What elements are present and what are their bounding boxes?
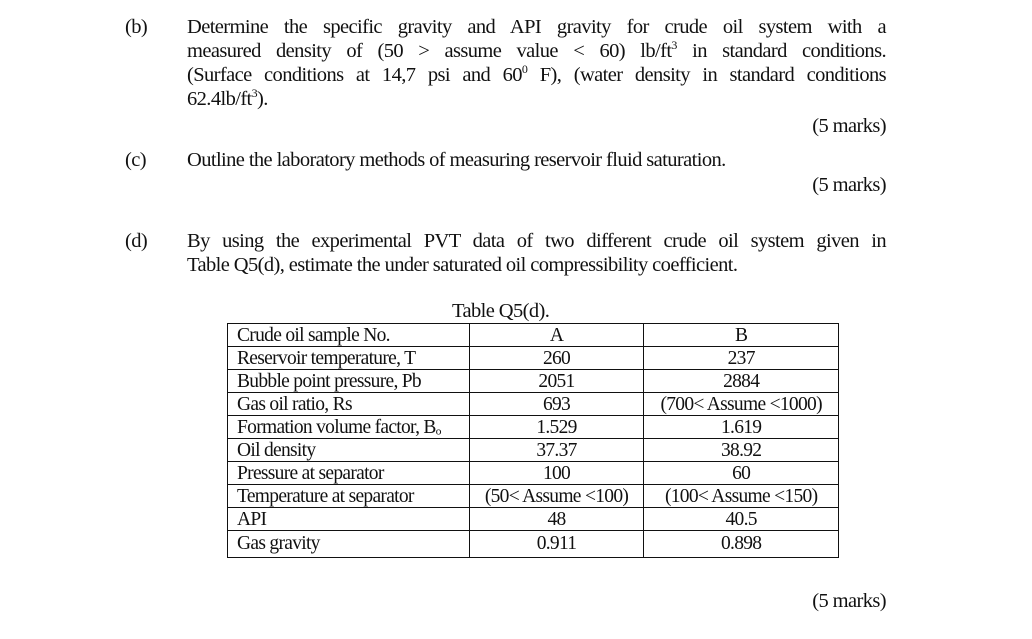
part-b-question [187,15,886,111]
sample-a-cell: 260 [469,347,644,370]
sample-b-cell: B [644,324,839,347]
table-row [228,393,839,416]
sample-b-cell: 38.92 [644,439,839,462]
table-row [228,324,839,347]
table-row [228,531,839,558]
sample-b-cell: (100< Assume <150) [644,485,839,508]
row-label-cell: API [228,508,470,531]
table-row [228,508,839,531]
table-caption: Table Q5(d). [452,300,550,322]
part-b-line-4: $62.4lb/ft^3$). [187,86,268,110]
row-label-cell: Gas oil ratio, Rs [228,393,470,416]
sample-b-cell: (700< Assume <1000) [644,393,839,416]
part-d-line-1: By using the experimental PVT data of two different crude oil system given in [187,230,886,252]
row-label-cell: Gas gravity [228,531,470,558]
sample-a-cell: 1.529 [469,416,644,439]
table-row [228,347,839,370]
sample-a-cell: 0.911 [469,531,644,558]
sample-b-cell: 0.898 [644,531,839,558]
row-label-cell: Formation volume factor, Bₒ [228,416,470,439]
part-b-line-1: Determine the specific gravity and API gravity for crude oil system with a [187,16,886,38]
part-b-line-3: (Surface conditions at 14,7 psi and $60^0$ F), (water density in standard conditions [187,62,887,86]
sample-a-cell: (50< Assume <100) [469,485,644,508]
part-d-label: (d) [125,230,148,252]
pvt-data-table [227,323,839,558]
row-label-cell: Crude oil sample No. [228,324,470,347]
part-c-marks: (5 marks) [812,174,886,196]
part-c-question: Outline the laboratory methods of measuring reservoir fluid saturation. [187,149,726,171]
part-b-line-2: measured density of (50 > assume value < 60) $lb/ft^3$ in standard conditions. [187,38,886,62]
sample-b-cell: 2884 [644,370,839,393]
sample-a-cell: 2051 [469,370,644,393]
table-row [228,439,839,462]
part-d-line-2: Table Q5(d), estimate the under saturated oil compressibility coefficient. [187,254,738,276]
sample-b-cell: 40.5 [644,508,839,531]
table-row [228,370,839,393]
row-label-cell: Pressure at separator [228,462,470,485]
sample-a-cell: A [469,324,644,347]
part-d-question [187,229,886,277]
table-row [228,485,839,508]
row-label-cell: Bubble point pressure, Pb [228,370,470,393]
sample-b-cell: 237 [644,347,839,370]
row-label-cell: Temperature at separator [228,485,470,508]
sample-b-cell: 1.619 [644,416,839,439]
sample-a-cell: 693 [469,393,644,416]
row-label-cell: Oil density [228,439,470,462]
part-c-label: (c) [125,149,146,171]
part-d-marks: (5 marks) [812,590,886,612]
sample-a-cell: 100 [469,462,644,485]
row-label-cell: Reservoir temperature, T [228,347,470,370]
sample-a-cell: 37.37 [469,439,644,462]
part-b-label: (b) [125,16,148,38]
sample-a-cell: 48 [469,508,644,531]
part-b-marks: (5 marks) [812,115,886,137]
table-row [228,462,839,485]
table-row [228,416,839,439]
sample-b-cell: 60 [644,462,839,485]
